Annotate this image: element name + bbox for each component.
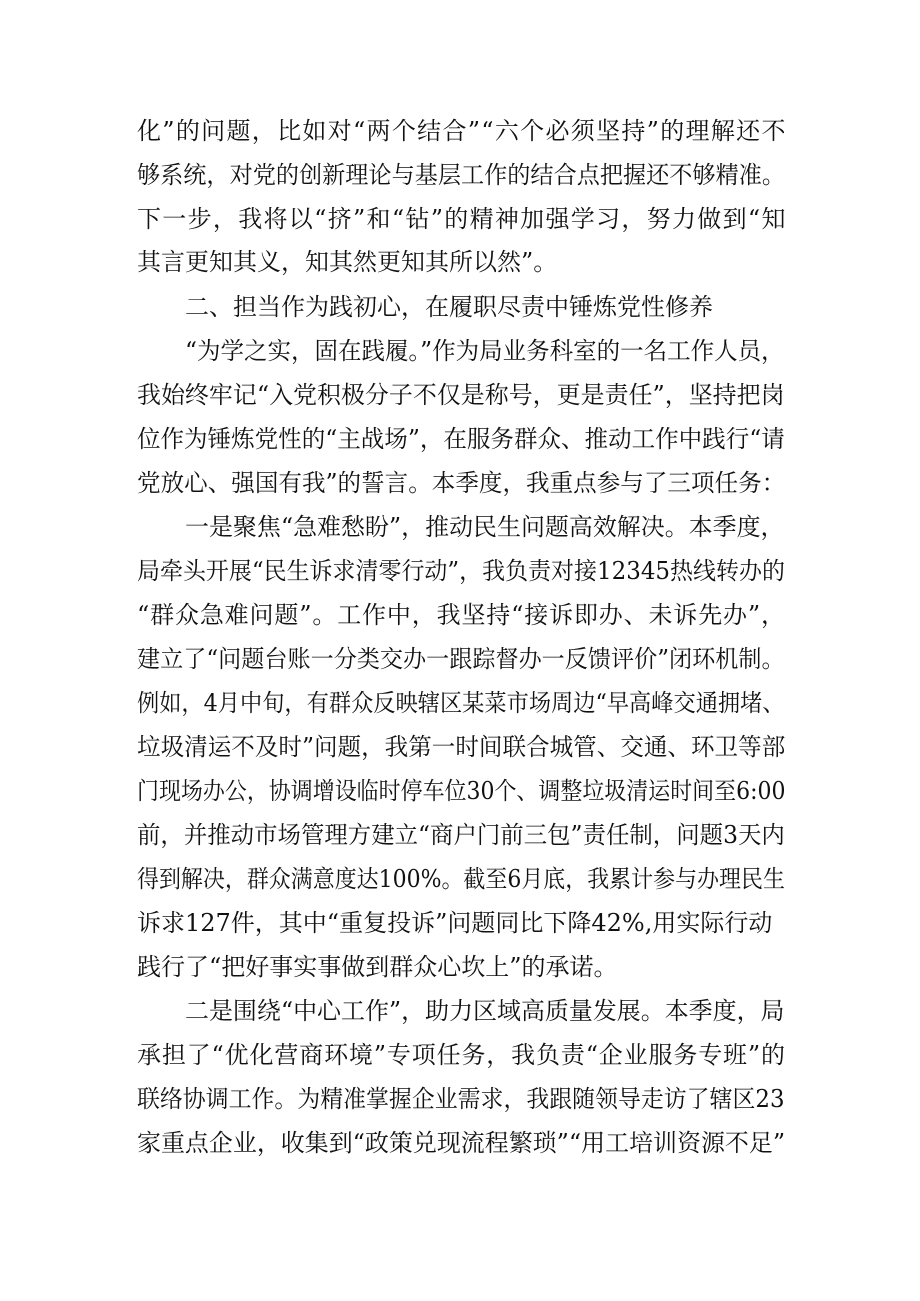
paragraph-line: 二是围绕“中心工作”，助力区域高质量发展。本季度，局 <box>185 997 785 1025</box>
paragraph-line: “为学之实，固在践履。”作为局业务科室的一名工作人员， <box>185 337 785 365</box>
paragraph-line: 得到解决，群众满意度达100%。截至6月底，我累计参与办理民生 <box>137 865 785 893</box>
paragraph-line: 诉求127件，其中“重复投诉”问题同比下降42%,用实际行动 <box>137 909 773 937</box>
paragraph-line: 化”的问题，比如对“两个结合”“六个必须坚持”的理解还不 <box>137 117 787 145</box>
paragraph-line: 践行了“把好事实事做到群众心坎上”的承诺。 <box>137 953 618 981</box>
paragraph-line: 位作为锤炼党性的“主战场”，在服务群众、推动工作中践行“请 <box>137 425 785 453</box>
paragraph-line: 垃圾清运不及时”问题，我第一时间联合城管、交通、环卫等部 <box>137 733 786 761</box>
paragraph-line: 我始终牢记“入党积极分子不仅是称号，更是责任”，坚持把岗 <box>137 381 785 409</box>
paragraph-line: 例如，4月中旬，有群众反映辖区某菜市场周边“早高峰交通拥堵、 <box>137 689 785 717</box>
paragraph-line: 够系统，对党的创新理论与基层工作的结合点把握还不够精准。 <box>137 161 786 189</box>
paragraph-line: “群众急难问题”。工作中，我坚持“接诉即办、未诉先办”， <box>137 601 786 629</box>
paragraph-line: 联络协调工作。为精准掌握企业需求，我跟随领导走访了辖区23 <box>137 1085 785 1113</box>
paragraph-line: 党放心、强国有我”的誓言。本季度，我重点参与了三项任务： <box>137 469 786 497</box>
paragraph-line: 其言更知其义，知其然更知其所以然”。 <box>137 248 558 276</box>
paragraph-line: 家重点企业，收集到“政策兑现流程繁琐”“用工培训资源不足” <box>137 1129 786 1157</box>
section-heading: 二、担当作为践初心，在履职尽责中锤炼党性修养 <box>185 293 713 321</box>
paragraph-line: 下一步，我将以“挤”和“钻”的精神加强学习，努力做到“知 <box>137 205 787 233</box>
paragraph-line: 前，并推动市场管理方建立“商户门前三包”责任制，问题3天内 <box>137 821 785 849</box>
paragraph-line: 建立了“问题台账一分类交办一跟踪督办一反馈评价”闭环机制。 <box>137 645 785 673</box>
paragraph-line: 局牵头开展“民生诉求清零行动”，我负责对接12345热线转办的 <box>137 557 785 585</box>
paragraph-line: 承担了“优化营商环境”专项任务，我负责“企业服务专班”的 <box>137 1041 786 1069</box>
paragraph-line: 一是聚焦“急难愁盼”，推动民生问题高效解决。本季度， <box>185 513 785 541</box>
paragraph-line: 门现场办公，协调增设临时停车位30个、调整垃圾清运时间至6:00 <box>137 777 786 805</box>
